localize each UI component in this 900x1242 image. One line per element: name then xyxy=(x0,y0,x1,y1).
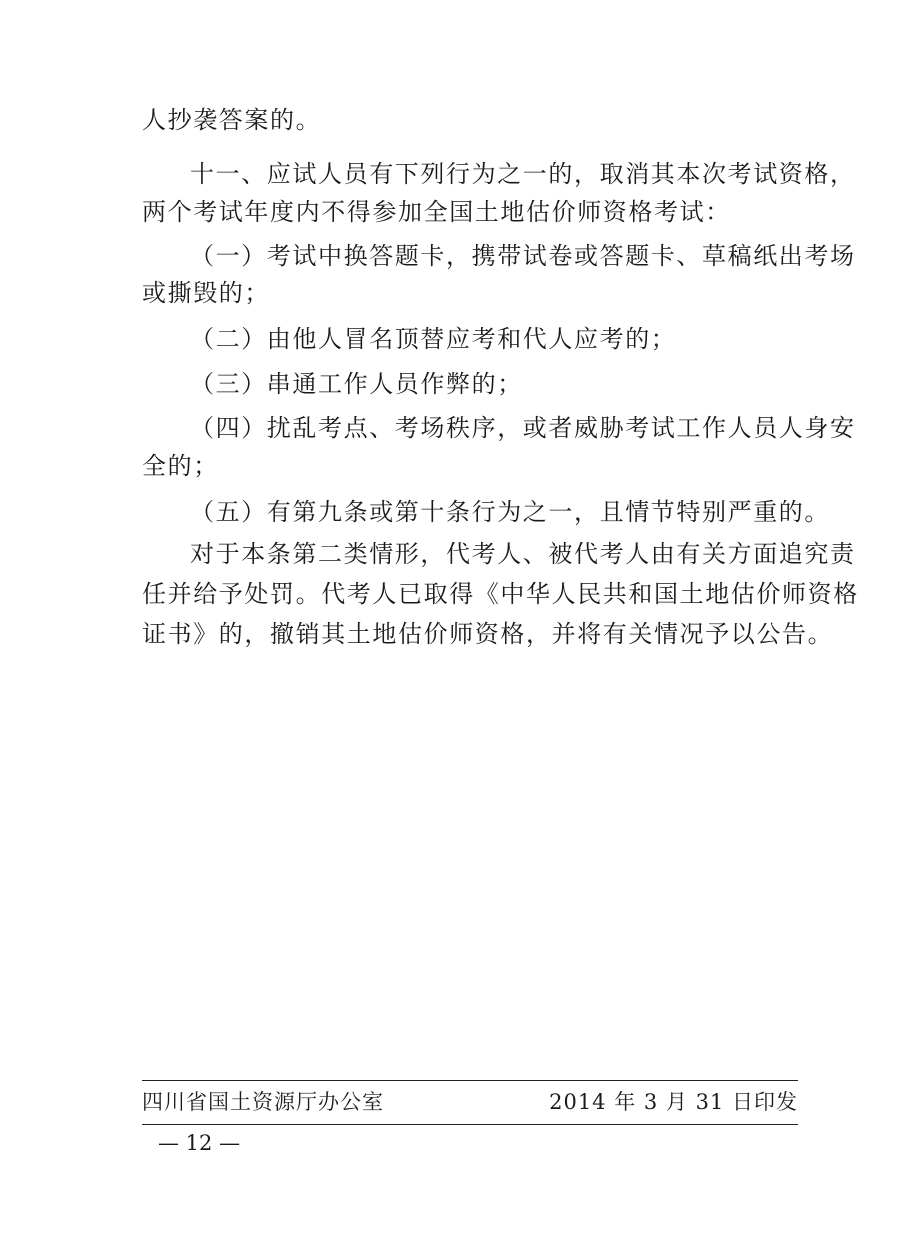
body-line: 或撕毁的； xyxy=(142,279,270,307)
body-line: 全的； xyxy=(142,452,219,480)
footer-top-rule xyxy=(142,1080,798,1081)
body-line: （四）扰乱考点、考场秩序，或者威胁考试工作人员人身安 xyxy=(190,414,856,442)
footer-bottom-rule xyxy=(142,1124,798,1125)
page-number: — 12 — xyxy=(158,1131,241,1155)
body-line: 对于本条第二类情形，代考人、被代考人由有关方面追究责 xyxy=(190,540,856,568)
issuer-name: 四川省国土资源厅办公室 xyxy=(142,1090,384,1114)
body-line: （二）由他人冒名顶替应考和代人应考的； xyxy=(190,325,677,353)
body-line: 两个考试年度内不得参加全国土地估价师资格考试： xyxy=(142,198,731,226)
body-line: （一）考试中换答题卡，携带试卷或答题卡、草稿纸出考场 xyxy=(190,242,856,270)
body-line: （三）串通工作人员作弊的； xyxy=(190,370,523,398)
body-line: 人抄袭答案的。 xyxy=(142,106,322,134)
body-line: （五）有第九条或第十条行为之一，且情节特别严重的。 xyxy=(190,498,830,526)
body-line: 十一、应试人员有下列行为之一的，取消其本次考试资格， xyxy=(190,160,856,188)
body-line: 证书》的，撤销其土地估价师资格，并将有关情况予以公告。 xyxy=(142,620,834,648)
body-line: 任并给予处罚。代考人已取得《中华人民共和国土地估价师资格 xyxy=(142,580,859,608)
issue-date: 2014 年 3 月 31 日印发 xyxy=(549,1090,798,1114)
